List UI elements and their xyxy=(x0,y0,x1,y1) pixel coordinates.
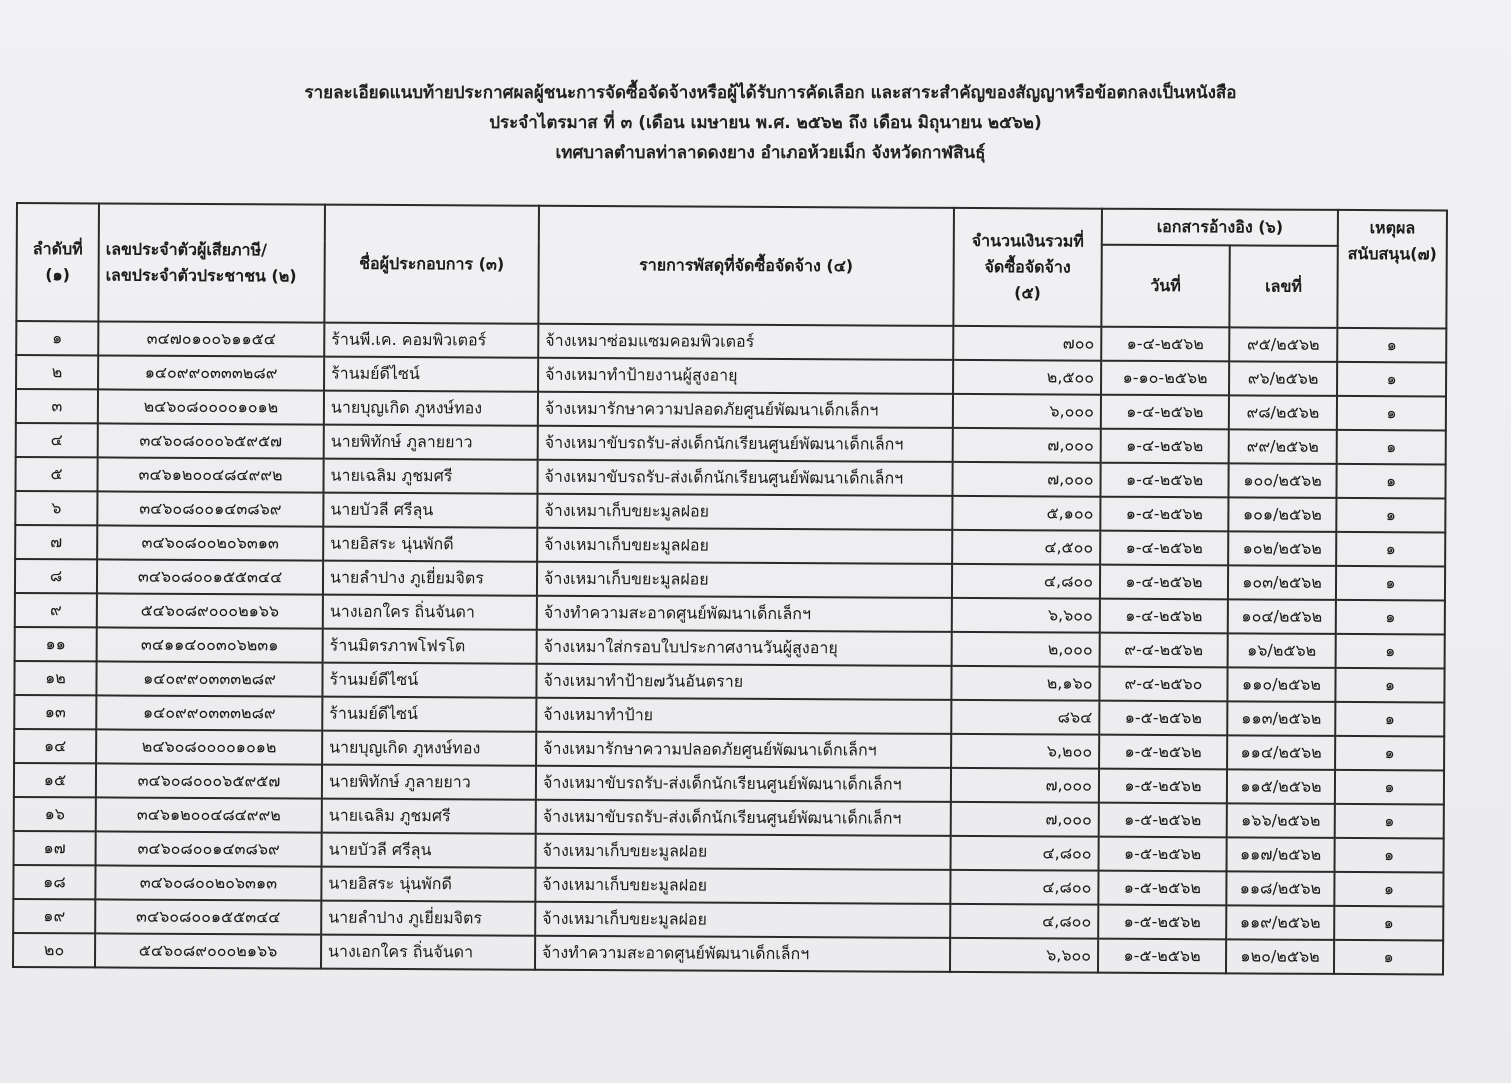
col-amount-label-2: จัดซื้อจัดจ้าง xyxy=(984,257,1071,277)
cell-reason: ๑ xyxy=(1334,940,1443,975)
cell-taxid: ๓๔๖๐๘๐๐๐๖๕๙๕๗ xyxy=(96,763,322,798)
cell-item: จ้างทำความสะอาดศูนย์พัฒนาเด็กเล็กฯ xyxy=(537,596,952,632)
cell-vendor: ร้านมย์ดีไซน์ xyxy=(322,663,536,698)
cell-seq: ๙ xyxy=(15,593,97,627)
cell-vendor: ร้านมย์ดีไซน์ xyxy=(322,697,536,732)
cell-ref-no: ๑๑๗/๒๕๖๒ xyxy=(1227,837,1335,872)
cell-reason: ๑ xyxy=(1334,906,1443,941)
cell-reason: ๑ xyxy=(1336,566,1445,601)
cell-taxid: ๕๔๖๐๘๙๐๐๐๒๑๖๖ xyxy=(97,593,323,628)
cell-seq: ๒๐ xyxy=(13,933,95,967)
cell-reason: ๑ xyxy=(1335,736,1444,771)
cell-seq: ๗ xyxy=(15,525,97,559)
header-quarter: ประจำไตรมาส ที่ ๓ (เดือน เมษายน พ.ศ. ๒๕๖๒ ถึง เดือน มิถุนายน ๒๕๖๒) xyxy=(489,113,1042,133)
cell-ref-date: ๑-๕-๒๕๖๒ xyxy=(1099,803,1227,838)
cell-ref-date: ๑-๕-๒๕๖๒ xyxy=(1099,701,1227,736)
col-amount xyxy=(953,208,1102,327)
cell-amount: ๖,๖๐๐ xyxy=(950,938,1098,973)
cell-vendor: นายอิสระ นุ่นพักดี xyxy=(321,867,535,902)
cell-ref-date: ๙-๔-๒๕๖๒ xyxy=(1100,633,1228,668)
cell-ref-no: ๑๖/๒๕๖๒ xyxy=(1228,633,1336,668)
cell-taxid: ๓๔๖๑๒๐๐๔๘๔๙๙๒ xyxy=(97,457,323,492)
cell-taxid: ๒๔๖๐๘๐๐๐๐๑๐๑๒ xyxy=(98,389,324,424)
cell-vendor: นายอิสระ นุ่นพักดี xyxy=(323,527,537,562)
col-taxid xyxy=(98,203,325,322)
cell-ref-date: ๑-๕-๒๕๖๒ xyxy=(1098,871,1226,906)
cell-amount: ๗๐๐ xyxy=(953,326,1101,361)
cell-ref-date: ๑-๕-๒๕๖๒ xyxy=(1099,769,1227,804)
cell-reason: ๑ xyxy=(1337,328,1446,363)
cell-vendor: นายลำปาง ภูเยี่ยมจิตร xyxy=(321,901,535,936)
cell-vendor: ร้านพี.เค. คอมพิวเตอร์ xyxy=(324,323,538,358)
col-seq xyxy=(16,203,99,321)
cell-amount: ๖,๖๐๐ xyxy=(952,598,1100,633)
cell-ref-no: ๑๖๖/๒๕๖๒ xyxy=(1227,803,1335,838)
cell-ref-no: ๑๐๑/๒๕๖๒ xyxy=(1228,497,1336,532)
cell-ref-no: ๙๘/๒๕๖๒ xyxy=(1229,395,1337,430)
cell-ref-date: ๑-๔-๒๕๖๒ xyxy=(1101,429,1229,464)
cell-ref-no: ๑๑๘/๒๕๖๒ xyxy=(1226,871,1334,906)
cell-vendor: นายบัวลี ศรีลุน xyxy=(323,493,537,528)
cell-taxid: ๓๔๖๐๘๐๐๒๐๖๓๑๓ xyxy=(95,865,321,900)
cell-amount: ๕,๑๐๐ xyxy=(952,496,1100,531)
cell-item: จ้างเหมาทำป้าย๗วันอันตราย xyxy=(536,664,951,700)
cell-seq: ๓ xyxy=(16,389,98,423)
cell-reason: ๑ xyxy=(1336,634,1445,669)
cell-seq: ๑๒ xyxy=(14,661,96,695)
cell-item: จ้างเหมาขับรถรับ-ส่งเด็กนักเรียนศูนย์พัฒนาเด็กเล็กฯ xyxy=(538,426,953,462)
cell-ref-date: ๑-๕-๒๕๖๒ xyxy=(1099,837,1227,872)
cell-item: จ้างเหมาเก็บขยะมูลฝอย xyxy=(536,834,951,870)
cell-item: จ้างเหมาเก็บขยะมูลฝอย xyxy=(537,494,952,530)
cell-amount: ๖,๒๐๐ xyxy=(951,734,1099,769)
cell-vendor: นางเอกใคร ถิ่นจันดา xyxy=(323,595,537,630)
col-vendor: ชื่อผู้ประกอบการ (๓) xyxy=(324,205,539,324)
cell-taxid: ๓๔๖๐๘๐๐๑๕๕๓๔๔ xyxy=(97,559,323,594)
cell-vendor: นายบุญเกิด ภูหงษ์ทอง xyxy=(324,391,538,426)
cell-item: จ้างเหมาทำป้าย xyxy=(536,698,951,734)
cell-vendor: นายเฉลิม ภูชมศรี xyxy=(322,799,536,834)
cell-ref-no: ๑๑๓/๒๕๖๒ xyxy=(1227,701,1335,736)
cell-item: จ้างทำความสะอาดศูนย์พัฒนาเด็กเล็กฯ xyxy=(535,936,950,972)
col-taxid-label-1: เลขประจำตัวผู้เสียภาษี/ xyxy=(105,239,268,260)
cell-taxid: ๓๔๖๑๒๐๐๔๘๔๙๙๒ xyxy=(96,797,322,832)
col-amount-label-3: (๕) xyxy=(1014,283,1041,303)
cell-vendor: นายบัวลี ศรีลุน xyxy=(322,833,536,868)
cell-ref-no: ๙๕/๒๕๖๒ xyxy=(1229,327,1337,362)
cell-amount: ๔,๕๐๐ xyxy=(952,530,1100,565)
cell-amount: ๔,๘๐๐ xyxy=(950,904,1098,939)
cell-seq: ๑๙ xyxy=(13,899,95,933)
cell-ref-no: ๙๙/๒๕๖๒ xyxy=(1229,429,1337,464)
cell-reason: ๑ xyxy=(1337,430,1446,465)
cell-taxid: ๒๔๖๐๘๐๐๐๐๑๐๑๒ xyxy=(96,729,322,764)
cell-seq: ๑๓ xyxy=(14,695,96,729)
cell-seq: ๑๘ xyxy=(13,865,95,899)
cell-amount: ๖,๐๐๐ xyxy=(953,394,1101,429)
cell-ref-no: ๑๒๐/๒๕๖๒ xyxy=(1226,939,1334,974)
document-header xyxy=(0,78,1511,168)
cell-taxid: ๑๔๐๙๙๐๓๓๓๒๘๙ xyxy=(96,695,322,730)
cell-reason: ๑ xyxy=(1335,702,1444,737)
cell-seq: ๑๔ xyxy=(14,729,96,763)
cell-item: จ้างเหมาขับรถรับ-ส่งเด็กนักเรียนศูนย์พัฒนาเด็กเล็กฯ xyxy=(537,460,952,496)
cell-ref-no: ๑๑๐/๒๕๖๒ xyxy=(1227,667,1335,702)
cell-item: จ้างเหมาขับรถรับ-ส่งเด็กนักเรียนศูนย์พัฒนาเด็กเล็กฯ xyxy=(536,766,951,802)
cell-vendor: นางเอกใคร ถิ่นจันดา xyxy=(321,935,535,970)
cell-vendor: นายเฉลิม ภูชมศรี xyxy=(323,459,537,494)
cell-reason: ๑ xyxy=(1335,838,1444,873)
cell-ref-no: ๑๑๙/๒๕๖๒ xyxy=(1226,905,1334,940)
cell-item: จ้างเหมารักษาความปลอดภัยศูนย์พัฒนาเด็กเล็กฯ xyxy=(538,392,953,428)
header-title: รายละเอียดแนบท้ายประกาศผลผู้ชนะการจัดซื้อจัดจ้างหรือผู้ได้รับการคัดเลือก และสาระสำคัญของสัญญาหรือข้อตกลงเป็นหนังสือ xyxy=(304,83,1237,103)
col-ref: เอกสารอ้างอิง (๖) xyxy=(1102,209,1338,246)
cell-seq: ๑๖ xyxy=(14,797,96,831)
col-ref-no: เลขที่ xyxy=(1229,245,1337,328)
cell-vendor: ร้านมย์ดีไซน์ xyxy=(324,357,538,392)
cell-amount: ๘๖๔ xyxy=(951,700,1099,735)
cell-seq: ๖ xyxy=(15,491,97,525)
cell-ref-no: ๙๖/๒๕๖๒ xyxy=(1229,361,1337,396)
cell-ref-date: ๑-๕-๒๕๖๒ xyxy=(1098,905,1226,940)
cell-item: จ้างเหมาทำป้ายงานผู้สูงอายุ xyxy=(538,358,953,394)
cell-item: จ้างเหมารักษาความปลอดภัยศูนย์พัฒนาเด็กเล็กฯ xyxy=(536,732,951,768)
cell-reason: ๑ xyxy=(1336,498,1445,533)
cell-ref-no: ๑๑๕/๒๕๖๒ xyxy=(1227,769,1335,804)
header-organization: เทศบาลตำบลท่าลาดดงยาง อำเภอห้วยเม็ก จังหวัดกาฬสินธุ์ xyxy=(555,143,986,163)
cell-ref-date: ๑-๔-๒๕๖๒ xyxy=(1100,497,1228,532)
cell-reason: ๑ xyxy=(1336,600,1445,635)
cell-seq: ๑๑ xyxy=(15,627,97,661)
cell-reason: ๑ xyxy=(1334,872,1443,907)
cell-vendor: นายบุญเกิด ภูหงษ์ทอง xyxy=(322,731,536,766)
cell-item: จ้างเหมาขับรถรับ-ส่งเด็กนักเรียนศูนย์พัฒนาเด็กเล็กฯ xyxy=(536,800,951,836)
cell-reason: ๑ xyxy=(1335,668,1444,703)
cell-item: จ้างเหมาซ่อมแซมคอมพิวเตอร์ xyxy=(538,324,953,360)
cell-item: จ้างเหมาเก็บขยะมูลฝอย xyxy=(537,528,952,564)
table-row xyxy=(13,933,1443,974)
table-body xyxy=(13,321,1446,974)
col-reason xyxy=(1337,210,1447,329)
cell-taxid: ๑๔๐๙๙๐๓๓๓๒๘๙ xyxy=(98,355,324,390)
cell-seq: ๘ xyxy=(15,559,97,593)
cell-amount: ๗,๐๐๐ xyxy=(952,462,1100,497)
col-reason-label-1: เหตุผล xyxy=(1369,218,1416,238)
cell-amount: ๔,๘๐๐ xyxy=(951,836,1099,871)
cell-reason: ๑ xyxy=(1337,362,1446,397)
procurement-table xyxy=(12,202,1448,975)
cell-vendor: นายพิทักษ์ ภูลายยาว xyxy=(324,425,538,460)
cell-ref-date: ๑-๔-๒๕๖๒ xyxy=(1100,531,1228,566)
cell-item: จ้างเหมาเก็บขยะมูลฝอย xyxy=(537,562,952,598)
cell-ref-date: ๑-๕-๒๕๖๒ xyxy=(1099,735,1227,770)
cell-ref-date: ๑-๔-๒๕๖๒ xyxy=(1100,599,1228,634)
cell-amount: ๗,๐๐๐ xyxy=(951,802,1099,837)
cell-taxid: ๓๔๖๐๘๐๐๑๔๓๘๖๙ xyxy=(97,491,323,526)
cell-amount: ๒,๐๐๐ xyxy=(952,632,1100,667)
cell-taxid: ๓๔๖๐๘๐๐๑๔๓๘๖๙ xyxy=(96,831,322,866)
col-item: รายการพัสดุที่จัดซื้อจัดจ้าง (๔) xyxy=(538,206,954,326)
cell-ref-no: ๑๐๓/๒๕๖๒ xyxy=(1228,565,1336,600)
cell-amount: ๗,๐๐๐ xyxy=(953,428,1101,463)
cell-taxid: ๓๔๖๐๘๐๐๑๕๕๓๔๔ xyxy=(95,899,321,934)
cell-taxid: ๓๔๗๐๑๐๐๖๑๑๕๔ xyxy=(98,321,324,356)
cell-ref-no: ๑๑๔/๒๕๖๒ xyxy=(1227,735,1335,770)
cell-item: จ้างเหมาเก็บขยะมูลฝอย xyxy=(535,868,950,904)
cell-reason: ๑ xyxy=(1336,532,1445,567)
cell-vendor: นายพิทักษ์ ภูลายยาว xyxy=(322,765,536,800)
cell-ref-date: ๑-๑๐-๒๕๖๒ xyxy=(1101,361,1229,396)
cell-ref-date: ๑-๔-๒๕๖๒ xyxy=(1101,327,1229,362)
cell-taxid: ๓๔๖๐๘๐๐๐๖๕๙๕๗ xyxy=(98,423,324,458)
cell-ref-date: ๑-๔-๒๕๖๒ xyxy=(1100,565,1228,600)
cell-seq: ๑ xyxy=(16,321,98,355)
col-ref-date: วันที่ xyxy=(1101,245,1229,328)
table-header xyxy=(16,203,1447,328)
cell-seq: ๔ xyxy=(16,423,98,457)
cell-seq: ๕ xyxy=(15,457,97,491)
cell-vendor: ร้านมิตรภาพโฟรโต xyxy=(323,629,537,664)
cell-ref-no: ๑๐๐/๒๕๖๒ xyxy=(1228,463,1336,498)
cell-reason: ๑ xyxy=(1335,804,1444,839)
col-amount-label-1: จำนวนเงินรวมที่ xyxy=(971,231,1084,251)
cell-reason: ๑ xyxy=(1337,396,1446,431)
cell-item: จ้างเหมาเก็บขยะมูลฝอย xyxy=(535,902,950,938)
cell-ref-date: ๑-๔-๒๕๖๒ xyxy=(1100,463,1228,498)
cell-amount: ๗,๐๐๐ xyxy=(951,768,1099,803)
col-reason-label-2: สนับสนุน(๗) xyxy=(1347,243,1437,264)
cell-taxid: ๑๔๐๙๙๐๓๓๓๒๘๙ xyxy=(96,661,322,696)
cell-seq: ๑๗ xyxy=(14,831,96,865)
cell-amount: ๔,๘๐๐ xyxy=(950,870,1098,905)
cell-seq: ๒ xyxy=(16,355,98,389)
cell-item: จ้างเหมาใส่กรอบใบประกาศงานวันผู้สูงอายุ xyxy=(537,630,952,666)
cell-vendor: นายลำปาง ภูเยี่ยมจิตร xyxy=(323,561,537,596)
cell-taxid: ๕๔๖๐๘๙๐๐๐๒๑๖๖ xyxy=(95,933,321,968)
cell-amount: ๔,๘๐๐ xyxy=(952,564,1100,599)
cell-ref-no: ๑๐๔/๒๕๖๒ xyxy=(1228,599,1336,634)
cell-amount: ๒,๕๐๐ xyxy=(953,360,1101,395)
col-taxid-label-2: เลขประจำตัวประชาชน (๒) xyxy=(105,265,297,286)
cell-reason: ๑ xyxy=(1335,770,1444,805)
cell-taxid: ๓๔๖๐๘๐๐๒๐๖๓๑๓ xyxy=(97,525,323,560)
cell-ref-date: ๙-๔-๒๕๖๐ xyxy=(1099,667,1227,702)
cell-taxid: ๓๔๑๑๔๐๐๓๐๖๒๓๑ xyxy=(97,627,323,662)
cell-ref-date: ๑-๔-๒๕๖๒ xyxy=(1101,395,1229,430)
cell-seq: ๑๕ xyxy=(14,763,96,797)
cell-ref-date: ๑-๕-๒๕๖๒ xyxy=(1098,939,1226,974)
col-seq-label: ลำดับที่ xyxy=(32,239,83,259)
cell-amount: ๒,๑๖๐ xyxy=(951,666,1099,701)
cell-reason: ๑ xyxy=(1336,464,1445,499)
col-seq-number: (๑) xyxy=(45,265,71,285)
cell-ref-no: ๑๐๒/๒๕๖๒ xyxy=(1228,531,1336,566)
